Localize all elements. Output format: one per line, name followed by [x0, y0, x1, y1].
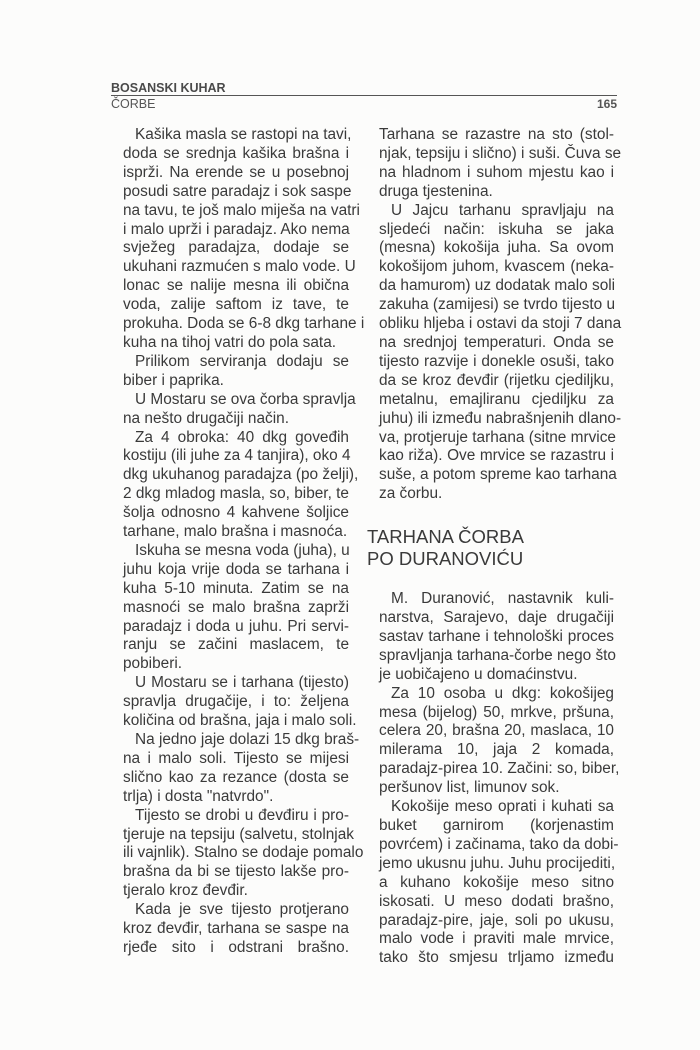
text-line: tarhane, malo brašna i masnoća.	[123, 523, 348, 541]
paragraph	[111, 126, 365, 353]
text-line: kuha na tihoj vatri do pola sata.	[123, 333, 337, 351]
text-line: a kuhano kokošije meso sitno	[379, 873, 614, 891]
text-line: rjeđe sito i odstrani brašno.	[123, 938, 349, 956]
section-row	[111, 97, 617, 111]
text-line: kuha 5-10 minuta. Zatim se na	[123, 579, 349, 597]
text-line: voda, zalije saftom iz tave, te	[123, 296, 349, 314]
text-line: šolja odnosno 4 kahvene šoljice	[123, 504, 349, 522]
book-title: BOSANSKI KUHAR	[111, 81, 226, 95]
text-line: količina od brašna, jaja i malo soli.	[123, 712, 357, 730]
text-line: Za 10 osoba u dkg: kokošijeg	[391, 684, 614, 702]
paragraph	[111, 542, 349, 674]
text-line: tijesto razvije i donekle osuši, tako	[379, 352, 614, 370]
running-head	[111, 82, 617, 109]
text-line: sljedeći način: iskuha se jaka	[379, 220, 614, 238]
text-line: slično kao za rezance (dosta se	[123, 768, 349, 786]
text-line: Tijesto se drobi u đevđiru i pro-	[135, 806, 349, 824]
paragraph	[111, 901, 349, 958]
text-line: Kada je sve tijesto protjerano	[135, 901, 349, 919]
text-line: milerama 10, jaja 2 komada,	[379, 741, 614, 759]
text-line: sastav tarhane i tehnološki proces	[379, 627, 614, 645]
paragraph	[111, 674, 357, 731]
right-column-intro	[367, 126, 622, 504]
text-line: ukuhani razmućen s malo vode. U	[123, 258, 356, 276]
text-line: tjeruje na tepsiju (salvetu, stolnjak	[123, 825, 354, 843]
text-line: narstva, Sarajevo, daje drugačiji	[379, 609, 614, 627]
text-line: lonac se nalije mesna ili obična	[123, 277, 349, 295]
text-line: za čorbu.	[379, 485, 443, 503]
text-line: doda se srednja kašika brašna i	[123, 144, 349, 162]
text-line: kao riža). Ove mrvice se razastru i	[379, 447, 614, 465]
text-line: mesa (bijelog) 50, mrkve, pršuna,	[379, 703, 614, 721]
text-line: juhu) ili između nabrašnjenih dlano-	[379, 409, 622, 427]
text-line: Tarhana se razastre na sto (stol-	[379, 126, 614, 143]
text-line: paradajz i doda u juhu. Pri servi-	[123, 617, 349, 635]
text-line: spravlja drugačije, i to: željena	[123, 693, 349, 711]
text-line: malo vode i praviti male mrvice,	[379, 930, 614, 948]
paragraph	[367, 201, 622, 505]
text-line: pobiberi.	[123, 655, 183, 673]
paragraph	[367, 798, 619, 968]
text-line: suše, a potom spreme kao tarhana	[379, 466, 617, 484]
text-line: tjeralo kroz đevđir.	[123, 882, 248, 900]
paragraph	[367, 590, 614, 685]
text-line: va, protjeruje tarhana (sitne mrvice	[379, 428, 616, 446]
text-line: jemo ukusnu juhu. Juhu procijediti,	[379, 854, 616, 872]
text-line: na hladnom i suhom mjestu kao i	[379, 163, 614, 181]
paragraph	[111, 390, 356, 429]
text-line: isprži. Na erende se u posebnoj	[123, 163, 349, 181]
text-line: Na jedno jaje dolazi 15 dkg braš-	[135, 731, 360, 748]
text-line: biber i paprika.	[123, 371, 224, 389]
paragraph	[367, 684, 620, 798]
text-line: svježeg paradajza, dodaje se	[123, 239, 349, 257]
text-line: kokošijom juhom, kvascem (neka-	[379, 258, 614, 276]
text-line: druga tjestenina.	[379, 182, 493, 200]
text-line: 2 dkg mladog masla, so, biber, te	[123, 485, 349, 503]
text-line: masnoći se malo brašna zaprži	[123, 598, 349, 616]
text-line: U Mostaru se i tarhana (tijesto)	[135, 674, 349, 692]
text-line: kroz đevđir, tarhana se saspe na	[123, 920, 349, 938]
text-line: na i malo soli. Tijesto se mijesi	[123, 749, 349, 767]
right-column	[367, 126, 622, 968]
text-line: povrćem) i začinama, tako da dobi-	[379, 835, 619, 853]
text-line: njak, tepsiju i slično) i suši. Čuva se	[379, 144, 622, 162]
text-line: Kokošije meso oprati i kuhati sa	[391, 798, 614, 816]
text-line: posudi satre paradajz i sok saspe	[123, 182, 352, 200]
text-line: metalnu, emajliranu cjediljku za	[379, 390, 614, 408]
text-line: Prilikom serviranja dodaju se	[135, 352, 349, 370]
page-number: 165	[596, 97, 617, 111]
text-line: iskosati. U meso dodati brašno,	[379, 892, 614, 910]
text-line: Kašika masla se rastopi na tavi,	[135, 126, 352, 143]
paragraph	[111, 806, 364, 902]
header-rule	[111, 95, 617, 96]
text-line: i malo uprži i paradajz. Ako nema	[123, 220, 350, 238]
text-line: juhu koja vrije doda se tarhana i	[123, 560, 349, 578]
right-column-recipe	[367, 590, 620, 968]
text-line: paradajz-pire, jaje, soli po ukusu,	[379, 911, 614, 929]
text-line: da hamurom) uz dodatak malo soli	[379, 277, 616, 295]
section-title: ČORBE	[111, 97, 156, 111]
text-line: trlja) i dosta "natvrdo".	[123, 787, 274, 805]
text-line: Za 4 obroka: 40 dkg goveđih	[135, 428, 349, 446]
text-line: celera 20, brašna 20, maslaca, 10	[379, 722, 614, 740]
text-line: kostiju (ili juhe za 4 tanjira), oko 4	[123, 447, 351, 465]
text-line: je uobičajeno u domaćinstvu.	[379, 665, 578, 683]
text-line: dkg ukuhanog paradajza (po želji),	[123, 466, 359, 484]
text-line: na tavu, te još malo miješa na vatri	[123, 201, 360, 219]
text-line: zakuha (zamijesi) se tvrdo tijesto u	[379, 296, 616, 314]
recipe-heading-line-2: PO DURANOVIĆU	[367, 548, 524, 570]
text-line: spravljanja tarhana-čorbe nego što	[379, 646, 616, 664]
text-line: M. Duranović, nastavnik kuli-	[391, 590, 614, 608]
left-column	[111, 126, 365, 958]
text-line: brašna da bi se tijesto lakše pro-	[123, 863, 349, 881]
text-line: Iskuha se mesna voda (juha), u	[135, 541, 350, 559]
text-line: peršunov list, limunov sok.	[379, 779, 560, 797]
text-line: (mesna) kokošija juha. Sa ovom	[379, 239, 614, 257]
paragraph	[111, 428, 359, 542]
paragraph	[367, 126, 622, 202]
text-line: obliku hljeba i ostavi da stoji 7 dana	[379, 315, 622, 333]
recipe-heading-line-1: TARHANA ČORBA	[367, 526, 524, 548]
text-line: U Mostaru se ova čorba spravlja	[135, 390, 356, 408]
text-line: tako što smjesu trljamo između	[379, 949, 614, 967]
text-line: ranju se začini maslacem, te	[123, 636, 349, 654]
paragraph	[111, 731, 360, 807]
text-line: ili vajnlik). Stalno se dodaje pomalo	[123, 844, 364, 862]
text-line: U Jajcu tarhanu spravljaju na	[391, 201, 614, 219]
text-line: na nešto drugačiji način.	[123, 409, 289, 427]
text-line: prokuha. Doda se 6-8 dkg tarhane i	[123, 315, 365, 333]
text-line: buket garnirom (korjenastim	[379, 817, 614, 834]
text-line: da se kroz đevđir (rijetku cjediljku,	[379, 371, 614, 389]
text-line: paradajz-pirea 10. Začini: so, biber,	[379, 760, 620, 778]
text-line: na srednjoj temperaturi. Onda se	[379, 333, 614, 351]
recipe-heading	[367, 526, 614, 570]
paragraph	[111, 353, 349, 391]
